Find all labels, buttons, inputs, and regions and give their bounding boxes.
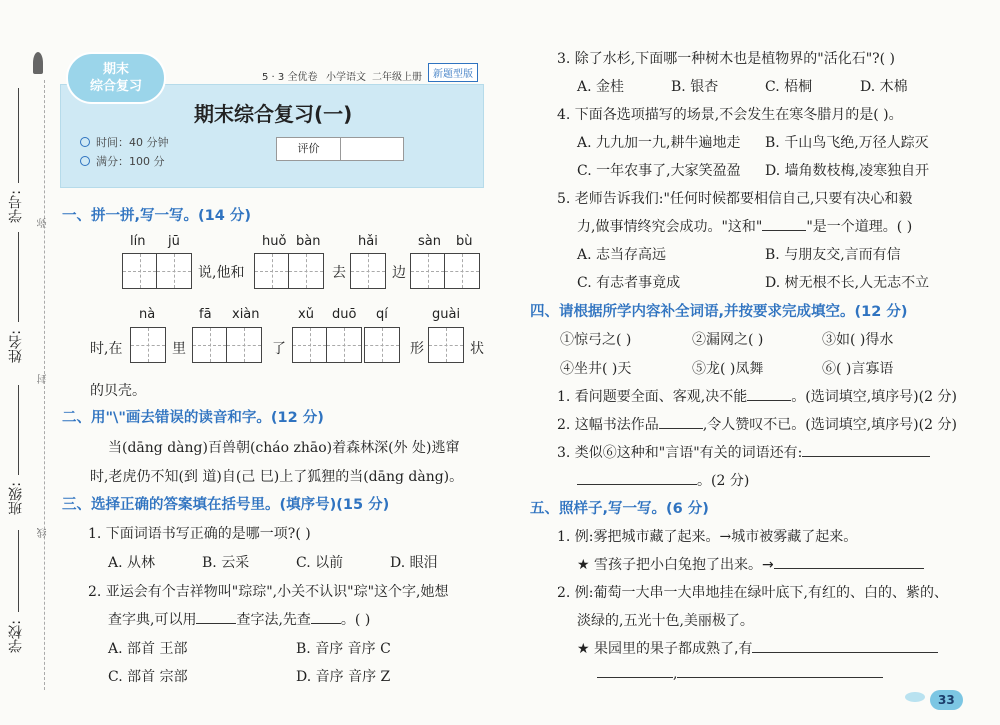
rocket-icon-small [905,692,925,702]
section-1-heading: 一、拼一拼,写一写。(14 分) [62,208,251,224]
pinyin-fa: fā [199,307,212,322]
q3-2-text-a: 查字典,可以用 [108,612,197,628]
s1-text-3: 边 [392,265,406,281]
write-grid-8[interactable] [364,327,400,363]
q3-1-opt-c[interactable]: C. 以前 [296,555,344,571]
student-id-field[interactable] [18,88,19,183]
s5-example-1: 1. 例:雾把城市藏了起来。→城市被雾藏了起来。 [557,529,858,545]
pinyin-qi: qí [376,307,388,322]
s1-text-7: 形 [410,341,424,357]
badge-line-1: 期末 [102,62,129,77]
section-5-heading: 五、照样子,写一写。(6 分) [530,501,709,517]
binding-line [44,80,45,690]
s4-item-5[interactable]: ⑤龙( )凤舞 [692,361,764,377]
q3-5-line-2 [577,216,912,236]
s4-q3-line-1 [557,442,930,462]
evaluation-box[interactable] [276,137,404,161]
s5-task-2-blank-2[interactable] [597,677,673,678]
s1-text-6: 了 [272,341,286,357]
q3-2-line-1: 2. 亚运会有个吉祥物叫"琮琮",小关不认识"琮"这个字,她想 [88,584,449,600]
write-grid-2[interactable] [254,253,324,289]
s1-text-9: 的贝壳。 [90,383,146,399]
write-grid-7[interactable] [292,327,362,363]
write-grid-6[interactable] [192,327,262,363]
pinyin-hai: hǎi [358,234,378,249]
write-grid-5[interactable] [130,327,166,363]
class-label: 班级: [8,482,24,515]
pinyin-ju: jū [168,234,180,249]
q3-3-opt-c[interactable]: C. 梧桐 [765,79,813,95]
q3-2-opt-b[interactable]: B. 音序 音序 C [296,641,391,657]
s4-q2-text-b: ,令人赞叹不已。(选词填空,填序号)(2 分) [702,417,957,433]
q3-5-blank[interactable] [762,230,806,231]
time-info [80,134,169,150]
s4-q1 [557,386,957,406]
s4-item-2[interactable]: ②漏网之( ) [692,332,764,348]
q3-2-text-c: 。( ) [340,612,371,628]
s5-task-2-blank-1[interactable] [752,652,938,653]
s5-task-2-blank-3[interactable] [677,677,883,678]
score-text: 满分：100 分 [96,155,165,168]
edition-badge: 新题型版 [428,63,478,82]
pinyin-guai: guài [432,307,461,322]
pinyin-duo: duō [332,307,357,322]
s4-item-3[interactable]: ③如( )得水 [822,332,894,348]
write-grid-3[interactable] [350,253,386,289]
s1-text-2: 去 [332,265,346,281]
seal-word-3: 线 [38,528,49,538]
pinyin-bu: bù [456,234,473,249]
seal-word-2: 封 [38,374,49,384]
seal-word-1: 弥 [38,218,49,228]
s4-q3-blank-1[interactable] [802,456,930,457]
rocket-icon [33,52,43,74]
s4-q3-line-2 [577,470,749,490]
name-label: 姓名: [8,330,24,363]
q3-3-opt-b[interactable]: B. 银杏 [671,79,719,95]
s4-q3-blank-2[interactable] [577,484,697,485]
s5-task-2-line-2 [597,666,883,682]
s4-q2-blank[interactable] [659,428,703,429]
q3-2-text-b: 查字法,先查 [236,612,311,628]
s5-task-1-text: ★ 雪孩子把小白兔抱了出来。→ [577,557,774,573]
badge-line-2: 综合复习 [89,79,142,94]
evaluation-label: 评价 [277,138,341,160]
s5-task-2-text: ★ 果园里的果子都成熟了,有 [577,641,753,657]
s4-q2 [557,414,957,434]
q3-1-opt-a[interactable]: A. 从林 [108,555,156,571]
clock-icon [80,137,90,147]
q3-2-blank-2[interactable] [311,623,341,624]
pinyin-huo: huǒ [262,234,287,249]
s2-line-2[interactable]: 时,老虎仍不知(到 道)自(己 巳)上了狐狸的当(dāng dàng)。 [90,469,464,485]
class-field[interactable] [18,385,19,475]
q3-4: 4. 下面各选项描写的场景,不会发生在寒冬腊月的是( )。 [557,107,903,123]
s2-line-1[interactable]: 当(dāng dàng)百兽朝(cháo zhāo)着森林深(外 处)逃窜 [108,440,460,456]
time-text: 时间：40 分钟 [96,136,169,149]
pinyin-na: nà [139,307,156,322]
write-grid-1[interactable] [122,253,192,289]
q3-2-opt-d[interactable]: D. 音序 音序 Z [296,669,391,685]
page-title: 期末综合复习(一) [194,102,353,126]
student-id-label: 学号: [8,190,24,223]
q3-2-line-2 [108,609,370,629]
series-name: 5 · 3 全优卷 [262,72,318,83]
section-3-heading: 三、选择正确的答案填在括号里。(填序号)(15 分) [62,497,390,513]
q3-4-opt-a[interactable]: A. 九九加一九,耕牛遍地走 [577,135,741,151]
q3-5-opt-c[interactable]: C. 有志者事竟成 [577,275,681,291]
school-field[interactable] [18,530,19,612]
check-icon [80,156,90,166]
q3-2-opt-a[interactable]: A. 部首 王部 [108,641,188,657]
q3-4-opt-d[interactable]: D. 墙角数枝梅,凌寒独自开 [765,163,930,179]
pinyin-xian: xiàn [232,307,260,322]
s5-example-2-line-2: 淡绿的,五光十色,美丽极了。 [577,613,754,629]
q3-5-text-b: "是一个道理。( ) [806,219,913,235]
pinyin-lin: lín [130,234,146,249]
q3-1: 1. 下面词语书写正确的是哪一项?( ) [88,526,311,542]
q3-5-text-a: 力,做事情终究会成功。"这和" [577,219,763,235]
q3-4-opt-b[interactable]: B. 千山鸟飞绝,万径人踪灭 [765,135,929,151]
q3-1-opt-d[interactable]: D. 眼泪 [390,555,438,571]
s1-text-8: 状 [470,341,484,357]
score-info [80,153,165,169]
subject-name: 小学语文 [326,72,366,83]
pinyin-ban: bàn [296,234,321,249]
s4-q1-text-b: 。(选词填空,填序号)(2 分) [791,389,957,405]
review-badge [66,52,166,104]
s4-q3-text-a: 3. 类似⑥这种和"言语"有关的词语还有: [557,445,803,461]
s1-text-1: 说,他和 [198,265,245,281]
q3-5-opt-d[interactable]: D. 树无根不长,人无志不立 [765,275,930,291]
section-2-heading: 二、用"\"画去错误的读音和字。(12 分) [62,410,324,426]
q3-5-opt-a[interactable]: A. 志当存高远 [577,247,667,263]
q3-4-opt-c[interactable]: C. 一年农事了,大家笑盈盈 [577,163,741,179]
q3-3-opt-d[interactable]: D. 木棉 [860,79,908,95]
q3-2-blank-1[interactable] [196,623,236,624]
grade-name: 二年级上册 [372,72,422,83]
q3-3: 3. 除了水杉,下面哪一种树木也是植物界的"活化石"?( ) [557,51,896,67]
q3-5-opt-b[interactable]: B. 与朋友交,言而有信 [765,247,901,263]
write-grid-9[interactable] [428,327,464,363]
pinyin-xu: xǔ [298,307,314,322]
school-label: 学校: [8,620,24,653]
q3-3-opt-a[interactable]: A. 金桂 [577,79,625,95]
write-grid-4[interactable] [410,253,480,289]
s1-text-5: 里 [172,341,186,357]
s5-task-1-blank[interactable] [774,568,924,569]
q3-5-line-1: 5. 老师告诉我们:"任何时候都要相信自己,只要有决心和毅 [557,191,913,207]
section-4-heading: 四、请根据所学内容补全词语,并按要求完成填空。(12 分) [530,304,908,320]
s1-text-4: 时,在 [90,341,123,357]
s5-example-2-line-1: 2. 例:葡萄一大串一大串地挂在绿叶底下,有红的、白的、紫的、 [557,585,948,601]
page-number: 33 [930,690,963,710]
s4-q1-text-a: 1. 看问题要全面、客观,决不能 [557,389,748,405]
s5-task-1 [577,554,924,574]
s4-q2-text-a: 2. 这幅书法作品 [557,417,659,433]
s4-item-1[interactable]: ①惊弓之( ) [560,332,632,348]
s4-item-6[interactable]: ⑥( )言寡语 [822,361,894,377]
s5-task-2 [577,638,938,658]
pinyin-san: sàn [418,234,441,249]
s5-comma: , [673,666,678,682]
q3-2-opt-c[interactable]: C. 部首 宗部 [108,669,188,685]
name-field[interactable] [18,232,19,322]
s4-q3-text-b: 。(2 分) [697,473,750,489]
q3-1-opt-b[interactable]: B. 云采 [202,555,250,571]
s4-q1-blank[interactable] [747,400,791,401]
s4-item-4[interactable]: ④坐井( )天 [560,361,632,377]
